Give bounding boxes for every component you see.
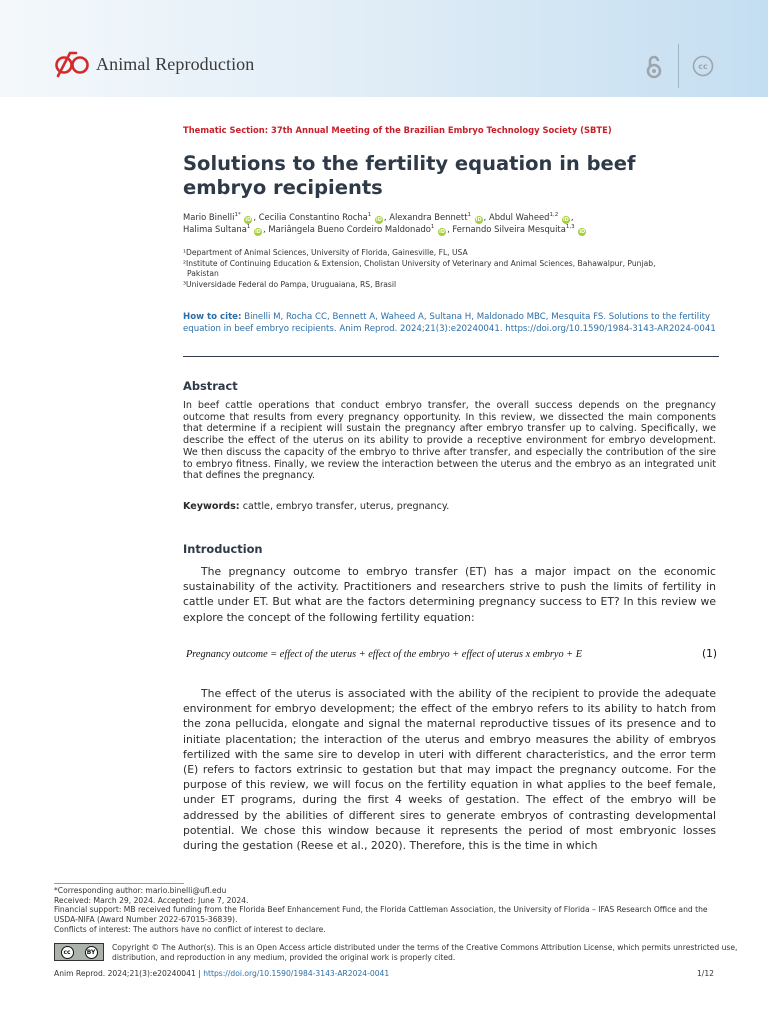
journal-logo-icon [54,50,92,78]
orcid-icon[interactable]: iD [255,229,261,235]
conflicts-of-interest: Conflicts of interest: The authors have no conflict of interest to declare. [54,924,326,934]
orcid-icon[interactable]: iD [579,229,586,235]
keywords-text: cattle, embryo transfer, uterus, pregnancy. [242,501,450,512]
open-access-lock-icon[interactable] [644,55,664,83]
equation-number: (1) [702,648,718,660]
author-affiliation: 1,2 [549,212,559,219]
author-name: Mariângela Bueno Cordeiro Maldonado [268,224,431,234]
orcid-icon[interactable]: iD [562,217,569,223]
corresponding-mark: * [237,212,241,219]
affiliation-2: ²Institute of Continuing Education & Extension, Cholistan University of Veterinary and Animal Sciences, Bahawalpur, Punjab, [183,258,656,268]
fertility-equation: Pregnancy outcome = effect of the uterus + effect of the embryo + effect of uterus x embryo + E [186,649,582,660]
financial-support: Financial support: MB received funding from the Florida Beef Enhancement Fund, the Florida Cattleman Association, the University of Florida – IFAS Research Office and the USDA-NIFA (Award Number 2022-67015-36839). [54,905,708,925]
license-text: Copyright © The Author(s). This is an Open Access article distributed under the terms of the Creative Commons Attribution License, which permits unrestricted use, distribution, and reproduction in any medium, provided the original work is properly cited. [112,943,738,962]
footnote-divider [54,883,184,884]
affiliation-3: ³Universidade Federal do Pampa, Uruguaiana, RS, Brasil [183,279,397,289]
how-to-cite[interactable] [183,312,718,335]
keywords [183,501,449,512]
journal-header [0,0,768,97]
author-name: Alexandra Bennett [389,212,468,222]
introduction-heading: Introduction [183,542,263,556]
how-to-cite-text[interactable]: Binelli M, Rocha CC, Bennett A, Waheed A, Sultana H, Maldonado MBC, Mesquita FS. Solutions to the fertility equation in beef embryo recipients. Anim Reprod. 2024;21(3):e20240041. https://doi.org/10.1590/1984-3143-AR2024-0041 [183,312,716,334]
page-footer [54,969,714,978]
cc-badge-icon: cc [61,946,74,959]
author-affiliation: 1 [234,212,238,219]
affiliation-2-continued: Pakistan [187,269,219,278]
orcid-icon[interactable]: iD [475,217,482,223]
author-list: Mario Binelli$^{1*}$ iD , Cecilia Constantino Rocha$^1$ iD , Alexandra Bennett$^1$ iD , Abdul Waheed$^{1,2}$ iD , Halima Sultana$^1$ iD , Mariângela Bueno Cordeiro Maldonado$^1$ iD , Fernando Silveira Mesquita$^{1,3}$ iD [183,212,586,235]
thematic-section: Thematic Section: 37th Annual Meeting of the Brazilian Embryo Technology Society (SBTE) [183,125,612,135]
footer-doi-link[interactable]: https://doi.org/10.1590/1984-3143-AR2024-0041 [203,969,390,978]
author-affiliation: 1 [467,212,471,219]
author-name: Abdul Waheed [489,212,550,222]
affiliation-1: ¹Department of Animal Sciences, University of Florida, Gainesville, FL, USA [183,248,468,257]
journal-name: Animal Reproduction [96,53,255,74]
introduction-paragraph-1: The pregnancy outcome to embryo transfer (ET) has a major impact on the economic sustainability of the activity. Practitioners and researchers strive to push the limits of fertility in cattle under ET. But what are the factors determining pregnancy success to ET? In this review we explore the concept of the following fertility equation: [183,565,716,624]
affiliations [183,248,723,290]
svg-text:cc: cc [698,62,708,72]
abstract-text: In beef cattle operations that conduct embryo transfer, the overall success depends on the pregnancy outcome that results from every pregnancy opportunity. In this review, we dissected the main components that determine if a recipient will sustain the pregnancy after embryo transfer up to calving. Specifically, we describe the effect of the uterus on its ability to provide a receptive environment for embryo development. We then discuss the capacity of the embryo to thrive after transfer, and especially the contribution of the sire to embryo fitness. Finally, we review the interaction between the uterus and the embryo as an integrated unit that defines the pregnancy. [183,400,716,482]
section-divider [183,356,719,357]
author-affiliation: 1 [367,212,372,219]
how-to-cite-label: How to cite: [183,312,242,322]
orcid-icon[interactable]: iD [245,217,252,223]
author-name: Mario Binelli [183,212,235,222]
author-affiliation: 1 [246,224,251,231]
creative-commons-icon[interactable] [692,55,714,81]
journal-logo[interactable] [54,50,254,78]
orcid-icon[interactable]: iD [375,217,382,223]
page-number: 1/12 [696,969,714,978]
cc-by-license-badge[interactable] [54,943,104,961]
introduction-paragraph-2: The effect of the uterus is associated with the ability of the recipient to provide the adequate environment for embryo development; the effect of the embryo refers to its ability to hatch from the zona pellucida, elongate and signal the maternal reproductive tissues of its presence and to initiate placentation; the interaction of the uterus and embryo measures the ability of embryos fertilized with the same sire to develop in uteri with different characteristics, and the error term (E) refers to factors extrinsic to gestation but that may impact the pregnancy outcome. For the purpose of this review, we will focus on the fertility equation in what applies to the beef female, under ET programs, during the first 4 weeks of gestation. The effect of the embryo will be addressed by the abilities of different sires to generate embryos of contrasting developmental potential. We chose this window because it represents the period of most embryonic losses during the gestation (Reese et al., 2020). Therefore, this is the time in which [183,687,716,853]
by-badge-icon: BY [85,946,98,959]
abstract-heading: Abstract [183,379,238,393]
header-divider [678,44,679,88]
author-name: Halima Sultana [183,224,247,234]
footer-citation: Anim Reprod. 2024;21(3):e20240041 | [54,969,201,978]
orcid-icon[interactable]: iD [439,229,446,235]
author-name: Cecilia Constantino Rocha [258,212,368,222]
author-name: Fernando Silveira Mesquita [452,224,566,234]
received-accepted-dates: Received: March 29, 2024. Accepted: June 7, 2024. [54,895,249,905]
keywords-label: Keywords: [183,501,240,512]
corresponding-author: *Corresponding author: mario.binelli@ufl.edu [54,886,227,895]
author-affiliation: 1 [430,224,435,231]
footnotes [54,886,724,935]
author-affiliation: 1,3 [565,224,575,231]
article-title: Solutions to the fertility equation in beef embryo recipients [183,152,636,199]
